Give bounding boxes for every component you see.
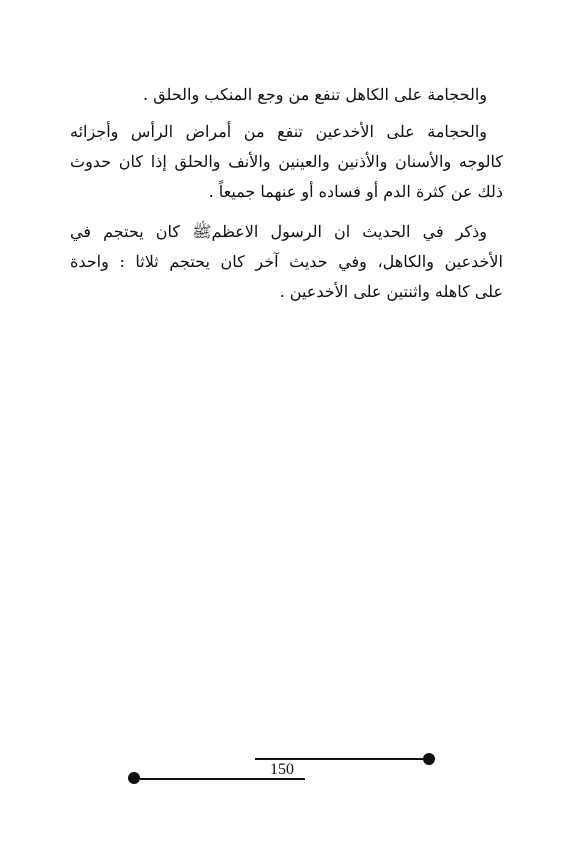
paragraph-kahil-cupping (70, 80, 503, 110)
footer-dot-right (423, 753, 435, 765)
footer-dot-left (128, 772, 140, 784)
text-line: والحجامة على الأخدعين تنفع من أمراض الرأس وأجزائه (70, 122, 487, 141)
page-number: 150 (270, 761, 294, 778)
text-line: كالوجه والأسنان والأذنين والعينين والأنف والحلق إذا كان حدوث (70, 152, 503, 171)
text-line: وذكر في الحديث ان الرسول الاعظمﷺ كان يحتجم في (70, 222, 487, 241)
text-line: على كاهله واثنتين على الأخدعين . (279, 282, 503, 301)
text-line: الأخدعين والكاهل، وفي حديث آخر كان يحتجم ثلاثا : واحدة (70, 252, 503, 271)
text-line: ذلك عن كثرة الدم أو فساده أو عنهما جميعاً . (208, 182, 503, 201)
text-line: والحجامة على الكاهل تنفع من وجع المنكب والحلق . (143, 85, 487, 104)
paragraph-akhdaain-cupping (70, 117, 503, 207)
footer-rule-bottom (140, 778, 305, 780)
paragraph-hadith (70, 217, 503, 307)
